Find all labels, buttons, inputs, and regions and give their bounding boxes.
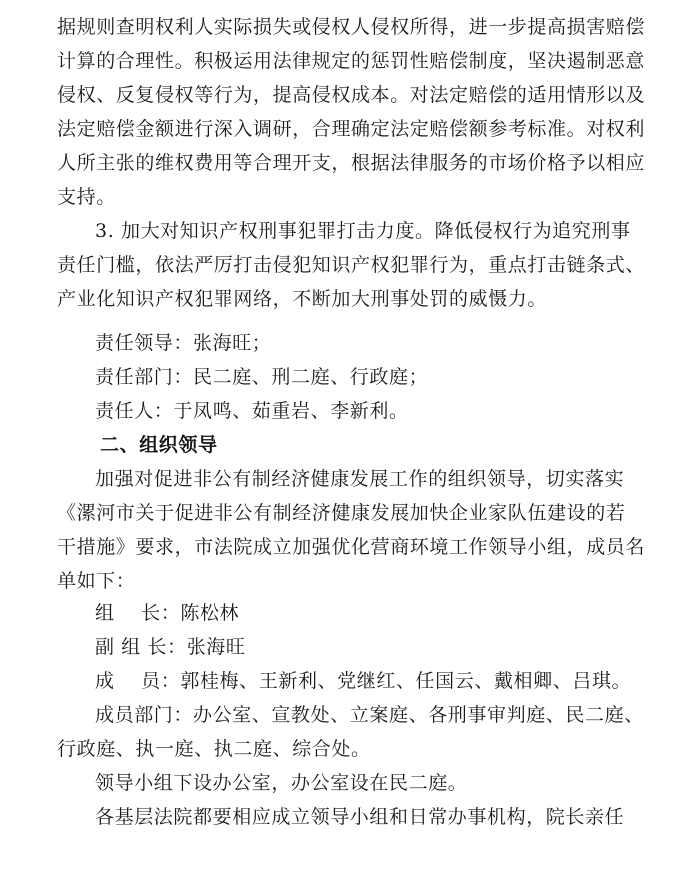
member-departments-line: 行政庭、执一庭、执二庭、综合处。 [57,738,371,760]
paragraph-line: 法定赔偿金额进行深入调研，合理确定法定赔偿额参考标准。对权利 [57,118,646,140]
paragraph-line: 产业化知识产权犯罪网络，不断加大刑事处罚的威慑力。 [57,288,548,310]
paragraph-line: 据规则查明权利人实际损失或侵权人侵权所得，进一步提高损害赔偿 [57,16,646,38]
paragraph-line: 单如下： [57,570,136,592]
member-departments-line: 成员部门：办公室、宣教处、立案庭、各刑事审判庭、民二庭、 [95,704,644,726]
office-note: 领导小组下设办公室，办公室设在民二庭。 [95,772,468,794]
members-value: 郭桂梅、王新利、党继红、任国云、戴相卿、吕琪。 [180,670,632,692]
paragraph-line: 责任门槛，依法严厉打击侵犯知识产权犯罪行为，重点打击链条式、 [57,254,646,276]
section-heading: 二、组织领导 [100,434,218,456]
paragraph-line: 干措施》要求，市法院成立加强优化营商环境工作领导小组，成员名 [57,536,646,558]
paragraph-line: 3. 加大对知识产权刑事犯罪打击力度。降低侵权行为追究刑事 [95,220,631,242]
paragraph-line: 《漯河市关于促进非公有制经济健康发展加快企业家队伍建设的若 [57,502,626,524]
responsible-person: 责任人：于凤鸣、茹重岩、李新利。 [95,400,409,422]
paragraph-line: 各基层法院都要相应成立领导小组和日常办事机构，院长亲任 [95,806,625,828]
paragraph-line: 加强对促进非公有制经济健康发展工作的组织领导，切实落实 [95,468,625,490]
group-leader-label: 组 长： [95,602,181,624]
members-label: 成 员： [95,670,181,692]
group-leader-value: 陈松林 [180,602,240,624]
paragraph-line: 支持。 [57,186,116,208]
paragraph-line: 侵权、反复侵权等行为，提高侵权成本。对法定赔偿的适用情形以及 [57,84,646,106]
deputy-leader-row [95,630,663,664]
responsible-leader: 责任领导：张海旺； [95,332,272,354]
group-leader-row [95,596,663,630]
responsible-department: 责任部门：民二庭、刑二庭、行政庭； [95,366,429,388]
deputy-leader-value: 张海旺 [186,636,246,658]
members-row [95,664,663,698]
deputy-leader-label: 副 组 长： [95,636,187,658]
paragraph-line: 人所主张的维权费用等合理开支，根据法律服务的市场价格予以相应 [57,152,646,174]
paragraph-line: 计算的合理性。积极运用法律规定的惩罚性赔偿制度，坚决遏制恶意 [57,50,646,72]
